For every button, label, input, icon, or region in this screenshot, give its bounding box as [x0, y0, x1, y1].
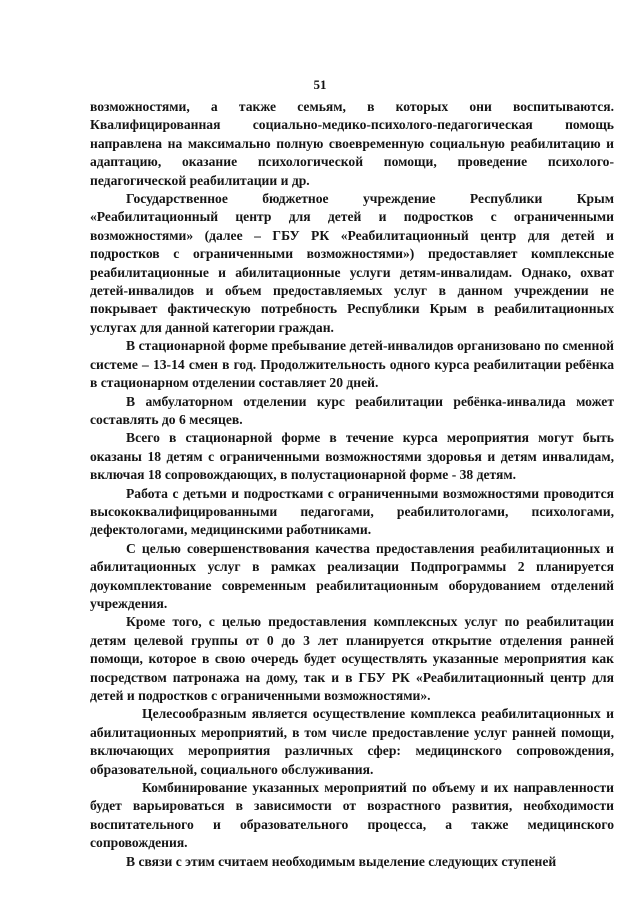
- paragraph-outpatient-department: В амбулаторном отделении курс реабилитации ребёнка-инвалида может составлять до 6 месяцев.: [90, 393, 614, 427]
- paragraph-staff: Работа с детьми и подростками с ограниченными возможностями проводится высококвалифицированными педагогами, реабилитологами, психологами, дефектологами, медицинскими работниками.: [90, 485, 614, 538]
- paragraph-gbu-description: Государственное бюджетное учреждение Республики Крым «Реабилитационный центр для детей и подростков с ограниченными возможностями» (далее – ГБУ РК «Реабилитационный центр для детей и подростков с ограниченными возможностями») предоставляет комплексные реабилитационные и абилитационные услуги детям-инвалидам. Однако, охват детей-инвалидов и объем предоставляемых услуг в данном учреждении не покрывает фактическую потребность Республики Крым в реабилитационных услугах для данной категории граждан.: [90, 191, 614, 335]
- paragraph-complex-measures: Целесообразным является осуществление комплекса реабилитационных и абилитационных мероприятий, в том числе предоставление услуг ранней помощи, включающих мероприятия различных сфер: медицинского сопровождения, образовательной, социального обслуживания.: [90, 706, 614, 777]
- paragraph-total-capacity: Всего в стационарной форме в течение курса мероприятия могут быть оказаны 18 детям с ограниченными возможностями здоровья и детям инвалидам, включая 18 сопровождающих, в полустационарной форме - 38 детям.: [90, 430, 614, 483]
- paragraph-stages: В связи с этим считаем необходимым выделение следующих ступеней: [126, 853, 557, 869]
- paragraph-early-help: Кроме того, с целью предоставления комплексных услуг по реабилитации детям целевой группы от 0 до 3 лет планируется открытие отделения ранней помощи, которое в свою очередь будет осуществлять указанные мероприятия как посредством патронажа на дому, так и в ГБУ РК «Реабилитационный центр для детей и подростков с ограниченными возможностями».: [90, 614, 614, 703]
- body-text: [90, 98, 614, 871]
- paragraph-equipment: С целью совершенствования качества предоставления реабилитационных и абилитационных услуг в рамках реализации Подпрограммы 2 планируется доукомплектование современным реабилитационным оборудованием отделений учреждения.: [90, 540, 614, 611]
- paragraph-combination: Комбинирование указанных мероприятий по объему и их направленности будет варьироваться в зависимости от возрастного развития, необходимости воспитательного и образовательного процесса, а также медицинского сопровождения.: [90, 780, 614, 851]
- paragraph-continuation: возможностями, а также семьям, в которых они воспитываются. Квалифицированная социально-медико-психолого-педагогическая помощь направлена на максимально полную своевременную социальную реабилитацию и адаптацию, оказание психологической помощи, проведение психолого-педагогической реабилитации и др.: [90, 99, 614, 188]
- paragraph-inpatient-form: В стационарной форме пребывание детей-инвалидов организовано по сменной системе – 13-14 смен в год. Продолжительность одного курса реабилитации ребёнка в стационарном отделении составляет 20 дней.: [90, 338, 614, 391]
- page-number: 51: [313, 77, 327, 92]
